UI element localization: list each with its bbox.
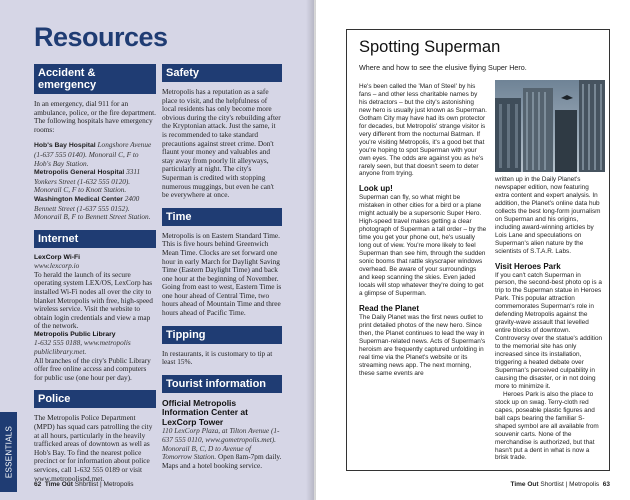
article-title: Spotting Superman — [359, 38, 501, 56]
tourist-heading: Tourist information — [162, 375, 282, 393]
right-page — [316, 0, 630, 500]
page-number: 63 — [602, 481, 610, 488]
footer-series: Shortlist — [74, 481, 99, 488]
article-frame — [346, 29, 610, 471]
tipping-heading: Tipping — [162, 326, 282, 344]
accident-intro: In an emergency, dial 911 for an ambulance, police, or the fire department. The following hospitals have emergency rooms: — [34, 99, 156, 134]
left-footer: 62 Time Out Shortlist | Metropolis — [34, 481, 134, 488]
article-subtitle: Where and how to see the elusive flying Super Hero. — [359, 63, 527, 72]
visit-heading: Visit Heroes Park — [495, 261, 561, 271]
spine-shadow — [306, 0, 316, 500]
wifi-url[interactable]: www.lexcorp.io — [34, 261, 80, 271]
wifi-text: To herald the launch of its secure operating system LEX/OS, LexCorp has installed Wi-Fi nodes all over the city to blanket Metropolis with free, high-speed wireless service. Visit the website to obtain login credentials and view a map of the network. — [34, 269, 153, 331]
footer-city: Metropolis — [569, 481, 600, 488]
tipping-text: In restaurants, it is customary to tip at least 15%. — [162, 348, 273, 367]
visit-text: If you can't catch Superman in person, the second-best photo op is a trip to the Superman statue in Heroes Park. This popular attraction commemorates Superman's role in defending Metropolis against the gravity-wave assault that levelled entire blocks of downtown. Controversy over the statue's addition to the memorial site has only increased since its installation, triggering a heated debate over Superman's perceived culpability in causing the disaster, or in not doing more to minimize it. — [495, 271, 603, 390]
hospital-name: Metropolis General Hospital — [34, 169, 125, 177]
hospital-name: Hob's Bay Hospital — [34, 142, 96, 150]
hospital-entry — [34, 168, 156, 195]
hospital-details: Longshore Avenue (1-637 555 0140). Monorail C, F to Hob's Bay Station. — [34, 140, 152, 168]
tourist-center-name: Official Metropolis Information Center at LexCorp Tower — [162, 397, 248, 427]
essentials-tab — [0, 412, 17, 492]
hospital-name: Washington Medical Center — [34, 195, 123, 203]
page-number: 62 — [34, 481, 42, 488]
skyline-illustration — [495, 80, 605, 172]
safety-text: Metropolis has a reputation as a safe place to visit, and the helpfulness of local residents has only become more obvious during the city's rebuilding after the Kryptonian attack. Just the same, it is recommended to take standard precautions against street crime. Don't flaunt your money and valuables and stay away from poorly lit alleyways, particularly at night. The city's Superman is credited with stopping numerous muggings, but even he can't be everywhere at once. — [162, 87, 281, 200]
resources-column-1 — [34, 64, 156, 483]
footer-series: Shortlist — [540, 481, 564, 488]
library-details: 1-632 555 0188, www.metropolis publiclibrary.met. — [34, 338, 131, 357]
hospital-details: 3311 Yonkers Street (1-632 555 0120). Monorail C, F to Knott Station. — [34, 167, 141, 195]
library-name: Metropolis Public Library — [34, 330, 116, 338]
footer-city: Metropolis — [103, 481, 134, 488]
safety-heading: Safety — [162, 64, 282, 82]
city-skyline-photo — [495, 80, 605, 172]
right-footer: Time Out Shortlist | Metropolis 63 — [510, 481, 610, 488]
essentials-tab-label: ESSENTIALS — [4, 425, 13, 479]
tourist-details: 110 LexCorp Plaza, at Tilton Avenue (1-637 555 0110, www.gometropolis.met). Monorail B, C, D to Avenue of Tomorrow Station. — [162, 426, 280, 462]
article-intro: He's been called the 'Man of Steel' by his fans – and other less charitable names by his detractors – but the city's astonishing new hero is usually just known as Superman. Gotham City may have had its own protector for decades, but Metropolis' strange visitor is very different from the nocturnal Batman. If you're visiting Metropolis, it's a good bet that you're hoping to spot Superman with your own eyes. The odds are against you as he's rarely seen, but that doesn't seem to deter anyone from trying. — [359, 83, 487, 178]
article-column-1 — [359, 83, 487, 377]
wifi-name: LexCorp Wi-Fi — [34, 253, 81, 261]
time-heading: Time — [162, 208, 282, 226]
read-text-continued: written up in the Daily Planet's newspaper edition, now featuring extra content and expert analysis. In addition, the Planet's online data hub collects the best long-form journalism on Superman and his origins, including award-winning articles by Lois Lane and speculations on Superman's alien nature by the scientists of S.T.A.R. Labs. — [495, 176, 601, 255]
tourist-extra: Maps and a hotel booking service. — [162, 460, 263, 470]
footer-brand: Time Out — [510, 481, 539, 488]
resources-column-2 — [162, 64, 282, 470]
lookup-heading: Look up! — [359, 184, 393, 194]
hospital-entry — [34, 141, 156, 168]
visit-text-2: Heroes Park is also the place to stock up on swag. Terry-cloth red capes, poseable plastic figures and ball caps bearing the familiar S-shaped symbol are all available from souvenir carts. None of the merchandise is authorized, but that hasn't put a dent in what is now a brisk trade. — [495, 390, 599, 462]
police-text: The Metropolis Police Department (MPD) has squad cars patrolling the city at all hours, particularly in the heavily trafficked areas of downtown as well as Hob's Bay. To find the nearest police precinct or for information about police services, call 1-632 555 0189 or visit www.metropolispd.met. — [34, 413, 153, 483]
article-column-2 — [495, 176, 603, 462]
hospital-entry — [34, 195, 156, 222]
tourist-hours: Open 8am-7pm daily. — [218, 452, 282, 462]
library-text: All branches of the city's Public Library offer free online access and computers for public use (one hour per day). — [34, 355, 151, 382]
hospital-details: 2400 Bennett Street (1-637 555 0152). Monorail B, F to Bennett Street Station. — [34, 193, 151, 222]
time-text: Metropolis is on Eastern Standard Time. This is five hours behind Greenwich Mean Time. Clocks are set forward one hour in early March for Daylight Saving Time (Eastern Daylight Time) and back one hour at the beginning of November. Going from east to west, Eastern Time is one hour ahead of Central Time, two hours ahead of Mountain Time and three hours ahead of Pacific Time. — [162, 230, 282, 318]
read-heading: Read the Planet — [359, 303, 420, 313]
read-text: The Daily Planet was the first news outlet to print detailed photos of the new hero. Since then, the Planet continues to lead the way in Superman-related news. Acts of Superman's heroism are frequently captured unfolding in real time via the Planet's website or its streaming news app. The next morning, these same events are — [359, 313, 486, 377]
page-title: Resources — [34, 22, 168, 52]
left-page — [0, 0, 314, 500]
police-heading: Police — [34, 390, 156, 408]
lookup-text: Superman can fly, so what might be mistaken in other cities for a bird or a plane might actually be a supersonic Super Hero. High-speed travel makes getting a clear photograph of Superman a tall order – by the time you get your phone out, he's usually long out of view. You're more likely to feel Superman than see him, through the sudden sonic booms that rattle skyscraper windows overhead. Be aware of your surroundings and keep scanning the skies. Even jaded locals will stop whatever they're doing to get a glimpse of Superman. — [359, 194, 487, 297]
footer-brand: Time Out — [44, 481, 73, 488]
accident-heading: Accident & emergency — [34, 64, 156, 94]
internet-heading: Internet — [34, 230, 156, 248]
